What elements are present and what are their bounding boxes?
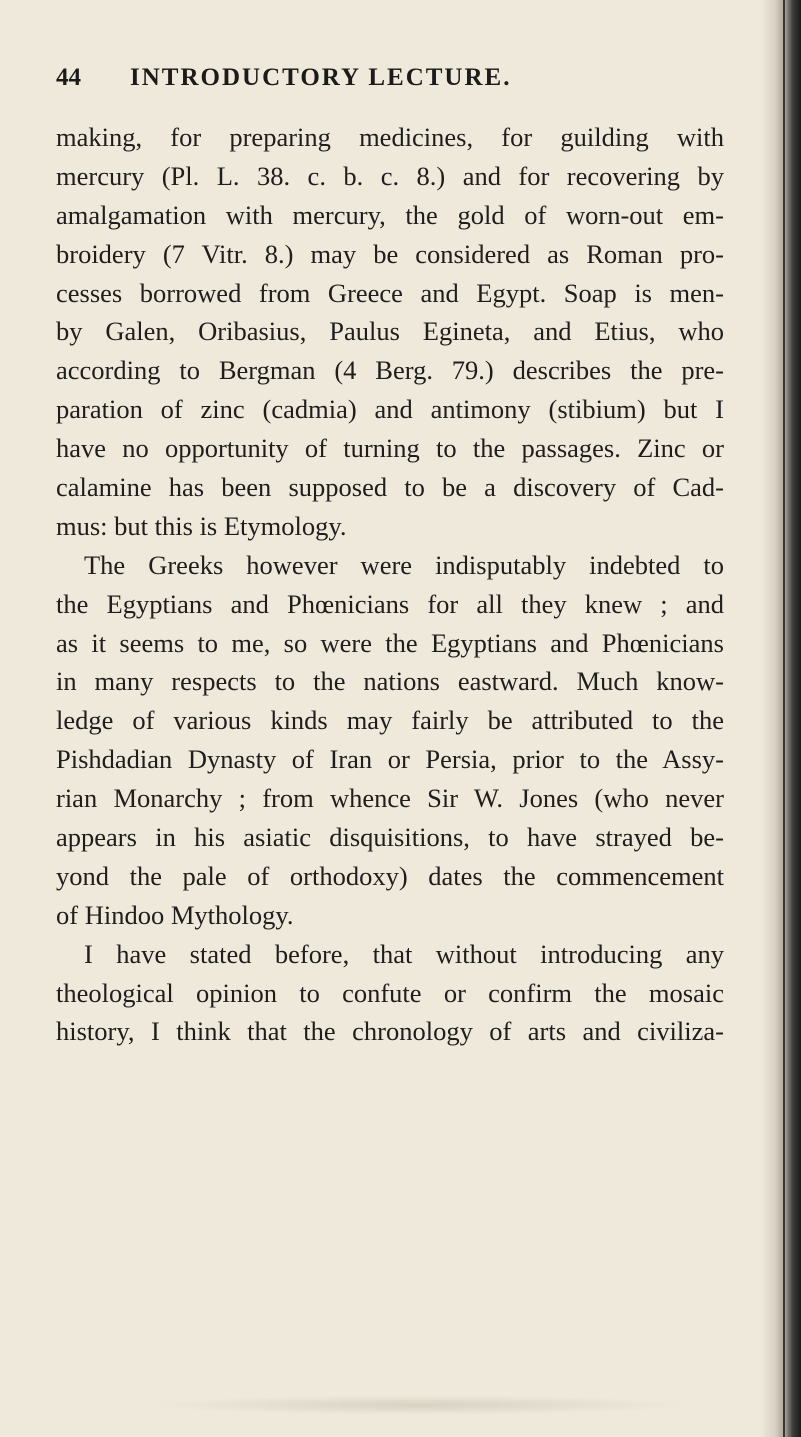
text-line: cesses borrowed from Greece and Egypt. Soap is men- [56,277,724,308]
running-head: INTRODUCTORY LECTURE. [130,64,512,91]
text-line: have no opportunity of turning to the passages. Zinc or [56,433,724,464]
text-line: calamine has been supposed to be a discovery of Cad- [56,472,724,503]
text-line: ledge of various kinds may fairly be attributed to the [56,705,724,736]
text-line: Pishdadian Dynasty of Iran or Persia, prior to the Assy- [56,744,724,775]
text-line: by Galen, Oribasius, Paulus Egineta, and Etius, who [56,316,724,347]
text-line: mercury (Pl. L. 38. c. b. c. 8.) and for recovering by [56,160,724,191]
text-line: appears in his asiatic disquisitions, to have strayed be- [56,822,724,853]
text-line: I have stated before, that without introducing any [84,938,724,969]
text-line: of Hindoo Mythology. [56,899,294,930]
text-line: paration of zinc (cadmia) and antimony (stibium) but I [56,394,724,425]
text-line: rian Monarchy ; from whence Sir W. Jones (who never [56,783,724,814]
text-line: the Egyptians and Phœnicians for all they knew ; and [56,588,724,619]
page-header [56,64,706,104]
text-line: history, I think that the chronology of arts and civiliza- [56,1016,724,1047]
text-line: in many respects to the nations eastward. Much know- [56,666,724,697]
text-line: yond the pale of orthodoxy) dates the commencement [56,860,724,891]
text-line: making, for preparing medicines, for guilding with [56,122,724,152]
text-line: amalgamation with mercury, the gold of worn-out em- [56,199,724,230]
body-text [56,118,724,1051]
text-line: broidery (7 Vitr. 8.) may be considered as Roman pro- [56,238,724,269]
page-gutter-shadow [761,0,801,1437]
text-line: theological opinion to confute or confirm the mosaic [56,977,724,1008]
text-line: The Greeks however were indisputably indebted to [84,549,724,580]
page-smudge [150,1395,690,1415]
text-line: as it seems to me, so were the Egyptians and Phœnicians [56,627,724,658]
text-line: according to Bergman (4 Berg. 79.) describes the pre- [56,355,724,386]
text-line: mus: but this is Etymology. [56,510,347,541]
page-edge [783,0,785,1437]
page-number: 44 [56,64,81,91]
